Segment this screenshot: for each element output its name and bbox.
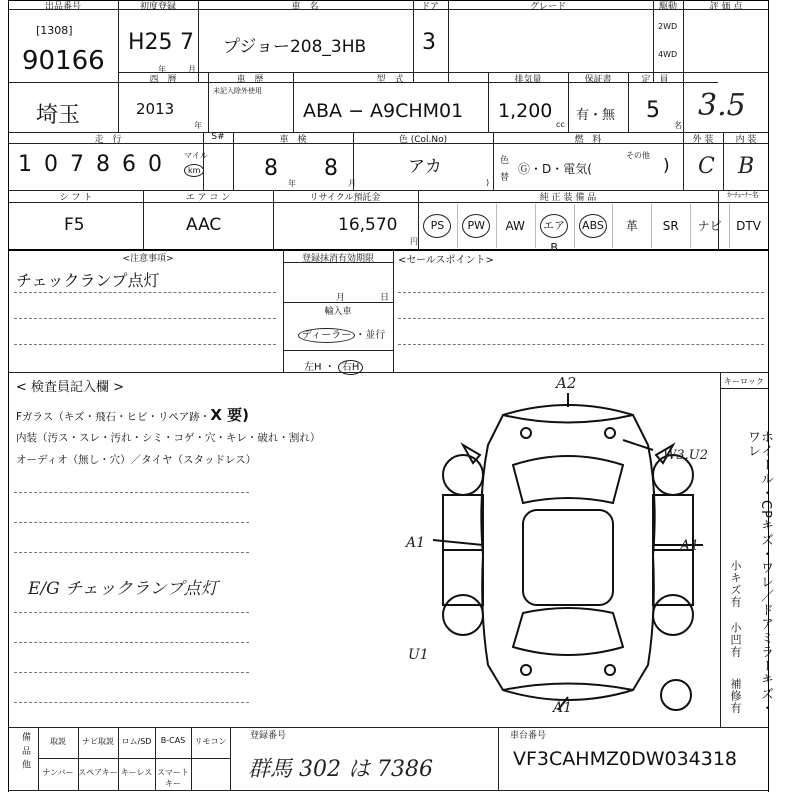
header-recycle: リサイクル預託金 [309,193,381,203]
equipment-item [535,214,574,254]
equipment-item [496,214,535,238]
notes-line [14,318,276,319]
handwritten-note: E/G チェックランプ点灯 [28,579,218,599]
inspector-line [14,552,249,553]
header-grade: グレード [529,2,567,12]
grid-line [8,132,768,133]
header-western-year: 西 暦 [149,75,177,85]
exterior-grade: C [698,154,715,179]
grid-line [198,0,199,82]
grid-line [720,372,721,727]
glass-text: Fガラス（キズ・飛石・ヒビ・リペア跡・ [16,411,211,423]
header-door: ドア [421,2,439,12]
mark-top: A2 [556,374,577,392]
import-parallel: ・並行 [355,330,386,341]
fuel-close: ) [663,156,670,176]
grid-line [283,250,284,372]
mileage-digit: 0 [148,152,162,177]
grid-line [143,190,144,249]
grid-line [498,727,499,790]
inspection-month-unit: 月 [348,179,356,188]
equipment-label: 革 [625,219,638,233]
displacement-value: 1,200 [498,100,553,122]
auction-sheet [8,0,773,792]
header-sales-points: <セールスポイント> [398,255,494,266]
grid-line [233,132,234,190]
interior-grade: B [738,154,755,179]
side-note-1: 小キズ有 [729,560,742,608]
header-reg-expiry: 登録抹消有効期限 [301,254,375,264]
import-dealer-label: ディーラー [298,328,355,343]
grid-line [8,727,768,728]
recycle-value: 16,570 [338,215,398,235]
header-lot-no: 出品番号 [44,2,82,12]
equipment-item [574,214,613,238]
opt-keyless: キーレス [120,768,153,777]
grid-line [38,758,230,759]
mark-right: A1 [680,538,700,554]
notes-line [14,292,276,293]
first-reg-era: H25 [128,30,173,55]
aircon-value: AAC [186,215,222,235]
inspector-line [14,522,249,523]
header-displacement: 排気量 [514,75,542,85]
opt-smart-key: スマートキー [157,768,189,788]
inspection-month: 8 [324,156,338,181]
import-lhd: 左H [304,362,322,373]
import-rhd: 右H [338,360,364,375]
history-note: 未記入除外使用 [213,87,262,95]
opt-number: ナンバー [42,768,74,777]
header-mileage: 走 行 [94,135,122,145]
car-damage-diagram [418,385,718,725]
door-count: 3 [422,30,436,55]
header-score: 評 価 点 [709,2,743,12]
header-reg-number: 登録番号 [249,731,287,741]
grid-line [8,372,768,373]
header-history: 車 歴 [236,75,264,85]
grid-line [283,350,393,351]
glass-line [16,404,249,425]
header-key-lock: キーロック [724,377,764,386]
grid-line [273,190,274,249]
equipment-item [651,214,690,238]
equipment-label: PS [423,214,451,238]
western-year: 2013 [136,100,175,118]
opt-nav-manual: ナビ取説 [82,737,114,746]
equipment-label: SR [662,219,679,233]
mileage-digits [18,152,168,182]
expiry-day: 日 [380,293,390,303]
equipment-row [418,204,768,254]
grid-line [208,72,209,132]
opt-bcas: B-CAS [160,736,186,745]
score-value: 3.5 [698,88,746,123]
inspection-year: 8 [264,156,278,181]
opt-manual: 取説 [50,737,66,746]
color-value: アカ [408,157,442,177]
equipment-divider [574,204,575,248]
interior-line: 内装（汚ス・スレ・汚れ・シミ・コゲ・穴・キレ・破れ・割れ） [16,432,321,444]
equipment-label: PW [462,214,490,238]
header-interior: 内 装 [735,135,757,145]
equipment-divider [729,204,730,248]
capacity-unit: 名 [674,121,682,130]
equipment-divider [651,204,652,248]
equipment-divider [690,204,691,248]
lot-number: 90166 [22,46,105,76]
drive-4wd: 4WD [658,50,678,59]
recycle-unit: 円 [410,237,418,246]
equipment-item [690,214,729,238]
registration-number: 群馬 302 は 7386 [248,757,433,782]
equipment-item [729,214,768,238]
grid-line [720,388,768,389]
sales-line [398,318,764,319]
grid-line [203,132,204,190]
grid-line [393,250,394,372]
header-color: 色 (Col.No) [398,135,448,145]
car-name: プジョー208_3HB [223,37,367,57]
color-change-1: 色 [500,156,510,166]
import-steering [304,358,363,373]
bottom-side-label: 備 品 他 [20,732,30,770]
month-unit: 月 [188,65,196,74]
opt-remote: リモコン [194,737,227,746]
color-change-2: 替 [500,173,510,183]
header-inspector: < 検査員記入欄 > [16,380,125,395]
year-unit: 年 [158,65,166,74]
inspector-line [14,702,249,703]
header-import: 輸入車 [324,307,352,317]
mileage-digit: 7 [70,152,84,177]
side-note-2: 小凹有 [729,622,742,658]
glass-x: X 要) [210,406,249,424]
mileage-digit: 0 [44,152,58,177]
header-tuner: ｶｰﾁｭｰﾅｰ名 [727,191,759,199]
sales-line [398,344,764,345]
expiry-month: 月 [336,293,346,303]
western-year-unit: 年 [194,121,202,130]
inspector-line [14,642,249,643]
chassis-number: VF3CAHMZ0DW034318 [513,748,738,770]
model-code: ABA − A9CHM01 [303,100,464,122]
opt-spare-key: スペアキー [78,768,118,777]
equipment-label: ABS [579,214,607,238]
grid-line [118,0,119,132]
displacement-unit: cc [556,120,565,129]
mileage-unit-km: km [184,164,204,177]
header-notes: <注意事項> [122,254,174,264]
color-close-paren: ) [486,178,490,187]
header-exterior: 外 装 [692,135,714,145]
sales-line [398,292,764,293]
equipment-label: ナビ [697,219,722,233]
grid-line [413,0,414,82]
shift-value: F5 [64,215,85,235]
lot-prefix: [1308] [36,24,73,37]
equipment-divider [457,204,458,248]
prefecture: 埼玉 [36,103,81,128]
header-model: 型 式 [376,75,404,85]
header-chassis-number: 車台番号 [509,731,547,741]
equipment-label: AW [505,219,525,233]
inspector-line [14,492,249,493]
border-bottom [8,790,768,791]
mark-left: A1 [406,535,426,551]
import-dot: ・ [324,362,335,373]
mileage-digit: 8 [96,152,110,177]
audio-line: オーディオ（無し・穴）／タイヤ（スタッドレス） [16,454,257,466]
header-inspection: 車 検 [279,135,307,145]
fuel-other-label: その他 [626,151,650,160]
inspector-line [14,612,249,613]
grid-line [488,72,489,132]
header-capacity: 定 員 [641,75,669,85]
mileage-digit: 1 [18,152,32,177]
border-top [8,0,768,1]
header-aircon: エ ア コ ン [185,193,231,203]
side-note-3: 補修有 [729,678,742,714]
equipment-divider [535,204,536,248]
mileage-digit: 6 [122,152,136,177]
grid-line [628,72,629,132]
fuel-options: Ⓖ・D・電気( [518,162,592,176]
grid-line [8,9,768,10]
first-reg-month: 7 [180,30,194,55]
grid-line [8,143,768,144]
opt-rom-sd: ロム/SD [121,737,152,746]
header-s-mark: S# [211,132,225,142]
mark-bottom: A1 [553,700,573,716]
mark-right-top: W3.U2 [663,448,708,463]
grid-line [568,72,569,132]
grid-line [683,0,684,132]
mileage-unit-mile: マイル [184,151,208,160]
side-text: ホイール・CPキズ・ワレ／ドアミラーキズ・ワレ [745,430,773,715]
capacity-value: 5 [646,98,660,123]
grid-line [8,190,768,191]
equipment-item [457,214,496,238]
notes-line [14,344,276,345]
grid-line [293,72,294,132]
header-fuel: 燃 料 [574,135,602,145]
header-drive: 駆動 [658,2,678,12]
equipment-label: エアB [540,214,568,238]
border-left [8,0,9,792]
header-shift: シ フ ト [59,193,93,203]
inspection-year-unit: 年 [288,179,296,188]
grid-line [493,132,494,190]
grid-line [718,72,768,73]
notes-text: チェックランプ点灯 [16,271,160,290]
grid-line [230,727,231,790]
header-first-reg: 初度登録 [139,2,177,12]
equipment-item [418,214,457,238]
header-warranty: 保証書 [584,75,612,85]
equipment-item [612,214,651,238]
header-car-name: 車 名 [291,2,319,12]
grid-line [723,132,724,190]
grid-line [653,0,654,82]
drive-2wd: 2WD [658,22,678,31]
header-genuine-equipment: 純 正 装 備 品 [539,193,597,203]
warranty-value: 有・無 [576,108,616,123]
equipment-divider [496,204,497,248]
grid-line [683,132,684,190]
mark-bottom-left: U1 [408,647,429,663]
import-dealer [298,326,385,341]
equipment-label: DTV [736,219,761,233]
equipment-divider [612,204,613,248]
inspector-line [14,672,249,673]
grid-line [448,0,449,82]
